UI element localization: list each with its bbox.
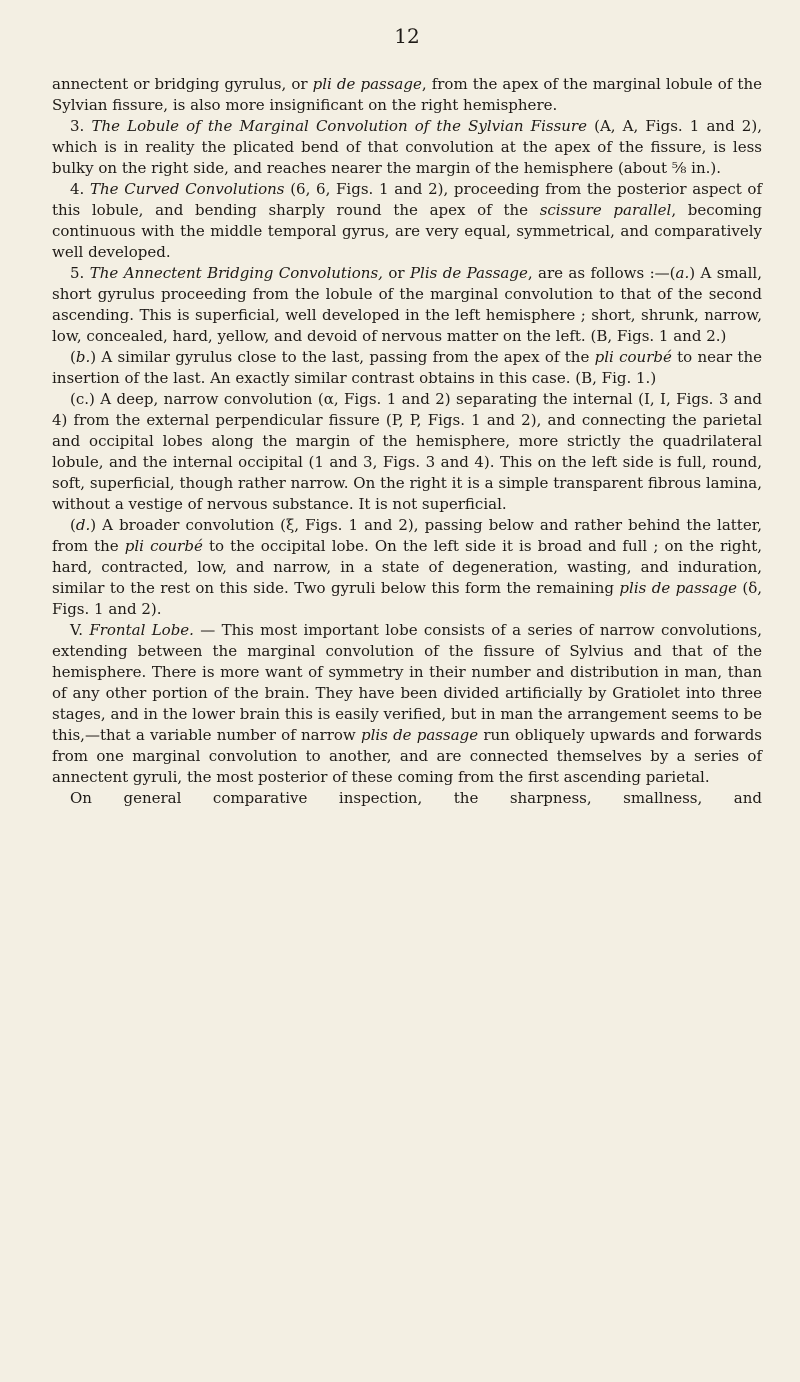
text-run: On general comparative inspection, the sharpness, smallness, and: [70, 789, 762, 807]
paragraph-annectent-gyrulus: [52, 74, 762, 116]
item-letter: a.: [675, 264, 690, 282]
section-title: Frontal Lobe.: [89, 621, 194, 639]
text-run: (: [70, 516, 76, 534]
italic-term: plis de passage: [619, 579, 737, 597]
text-run: annectent or bridging gyrulus, or: [52, 75, 313, 93]
text-run: ) A similar gyrulus close to the last, passing from the apex of the: [90, 348, 595, 366]
text-run: , are as follows :—(: [527, 264, 676, 282]
paragraph-general-inspection: [52, 788, 762, 809]
text-run: or: [382, 264, 410, 282]
section-title: The Curved Convolutions: [90, 180, 285, 198]
italic-term: Plis de Passage: [409, 264, 528, 282]
text-run: — This most important lobe consists of a series of narrow convolutions, extending between the marginal convolution of the fissure of Sylvius and that of the hemisphere. There is more want of symmetry in their number and distribution in man, than of any other portion of the brain. They have been divided artificially by Gratiolet into three stages, and in the lower brain this is easily verified, but in man the arrangement seems to be this,—that a variable number of narrow: [52, 621, 763, 744]
text-run: (δ, Figs. 1 and 2).: [52, 579, 762, 618]
italic-term: pli courbé: [124, 537, 203, 555]
paragraph-curved-convolutions: [52, 179, 762, 263]
italic-term: plis de passage: [360, 726, 479, 744]
text-run: (c.) A deep, narrow convolution (α, Figs. 1 and 2) separating the internal (I, I, Figs. 3 and 4) from the external perpendicular fissure (P, P, Figs. 1 and 2), and connecting the parietal and occipital lobes along the margin of the hemisphere, more strictly the quadrilateral lobule, and the internal occipital (1 and 3, Figs. 3 and 4). This on the left side is full, round, soft, superficial, though rather narrow. On the right it is a simple transparent fibrous lamina, without a vestige of nervous substance. It is not superficial.: [52, 390, 762, 513]
italic-term: scissure parallel: [539, 201, 672, 219]
section-number: 5.: [70, 264, 90, 282]
paragraph-item-d: [52, 515, 762, 620]
text-run: (A, A, Figs. 1 and 2), which is in reality the plicated bend of that convolution at the apex of the fissure, is less bulky on the right side, and reaches nearer the margin of the hemisphere (about ⅝ in.).: [52, 117, 762, 177]
item-letter: d.: [75, 516, 91, 534]
text-run: ) A small, short gyrulus proceeding from the lobule of the marginal convolution to that of the second ascending. This is superficial, well developed in the left hemisphere ; short, shrunk, narrow, low, concealed, hard, yellow, and devoid of nervous matter on the left. (B, Figs. 1 and 2.): [52, 264, 762, 345]
paragraph-item-c: [52, 389, 762, 515]
paragraph-frontal-lobe: [52, 620, 762, 788]
text-run: ) A broader convolution (ξ, Figs. 1 and 2), passing below and rather behind the latter, from the: [52, 516, 762, 555]
section-number: V.: [70, 621, 90, 639]
text-run: to the occipital lobe. On the left side it is broad and full ; on the right, hard, contracted, low, and narrow, in a state of degeneration, wasting, and induration, similar to the rest on this side. Two gyruli below this form the remaining: [52, 537, 762, 597]
page-number: 12: [394, 24, 420, 48]
text-run: to near the insertion of the last. An exactly similar contrast obtains in this case. (B, Fig. 1.): [52, 348, 762, 387]
text-run: run obliquely upwards and forwards from one marginal convolution to another, and are connected themselves by a series of annectent gyruli, the most posterior of these coming from the first ascending parietal.: [52, 726, 762, 786]
text-run: (: [70, 348, 76, 366]
text-run: , from the apex of the marginal lobule of the Sylvian fissure, is also more insignificant on the right hemisphere.: [52, 75, 762, 114]
italic-term: pli courbé: [594, 348, 672, 366]
paragraph-marginal-lobule: [52, 116, 762, 179]
section-number: 4.: [70, 180, 90, 198]
paragraph-annectent-convolutions: [52, 263, 762, 347]
text-run: (6, 6, Figs. 1 and 2), proceeding from the posterior aspect of this lobule, and bending sharply round the apex of the: [52, 180, 763, 219]
section-title: The Lobule of the Marginal Convolution of the Sylvian Fissure: [91, 117, 587, 135]
section-number: 3.: [70, 117, 92, 135]
text-run: , becoming continuous with the middle temporal gyrus, are very equal, symmetrical, and comparatively well developed.: [52, 201, 762, 261]
item-letter: b.: [75, 348, 91, 366]
italic-term: pli de passage: [312, 75, 422, 93]
paragraph-item-b: [52, 347, 762, 389]
section-title: The Annectent Bridging Convolutions,: [89, 264, 383, 282]
